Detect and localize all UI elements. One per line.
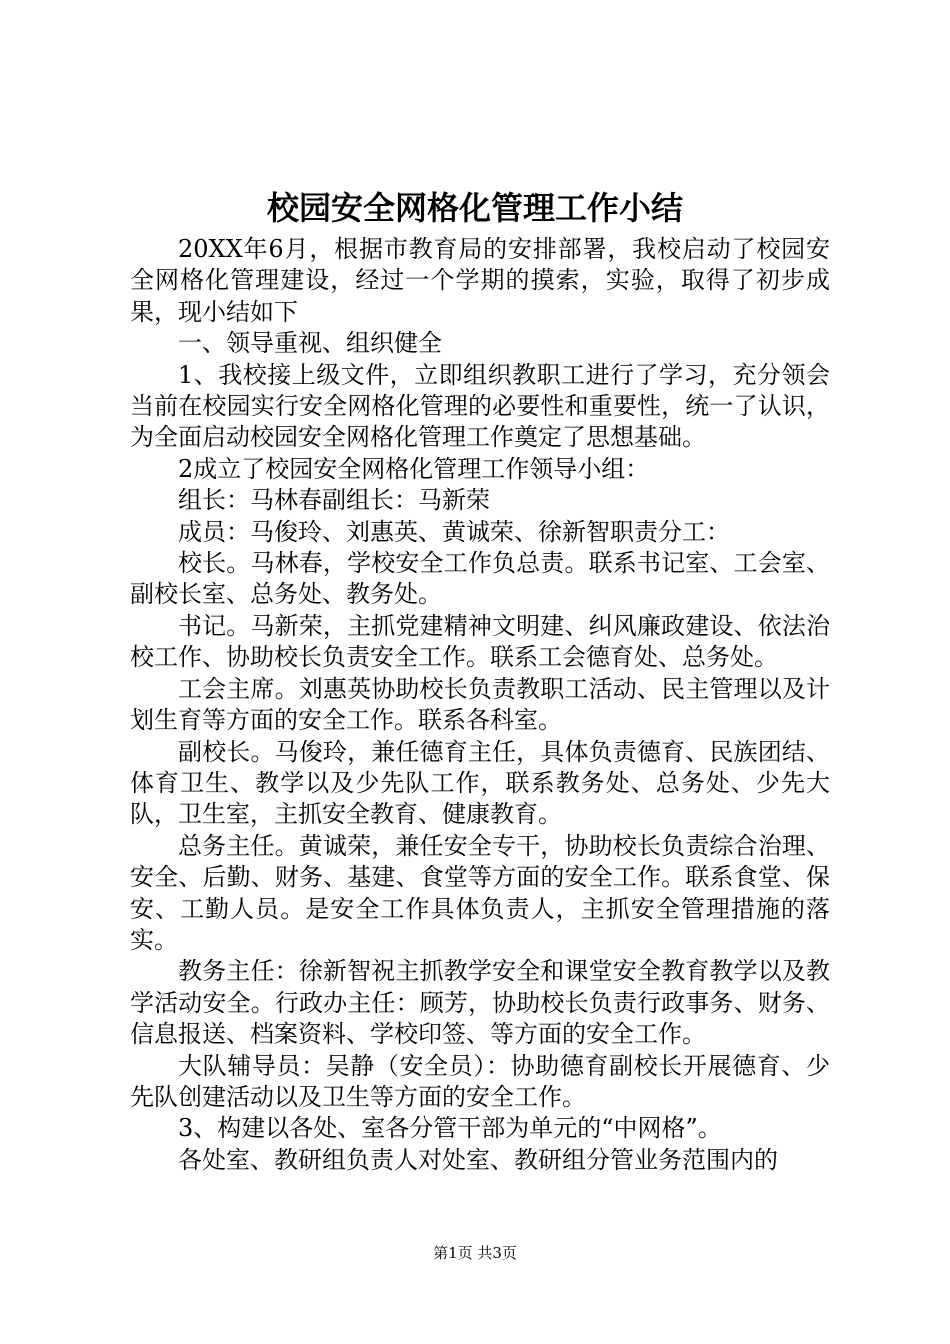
document-body (130, 234, 830, 1176)
paragraph: 各处室、教研组负责人对处室、教研组分管业务范围内的 (178, 1145, 778, 1174)
paragraph: 20XX年6月，根据市教育局的安排部署，我校启动了校园安全网格化管理建设，经过一个学期的摸索，实验，取得了初步成果，现小结如下 (130, 235, 830, 326)
paragraph: 教务主任：徐新智祝主抓教学安全和课堂安全教育教学以及教学活动安全。行政办主任：顾芳，协助校长负责行政事务、财务、信息报送、档案资料、学校印签、等方面的安全工作。 (130, 957, 830, 1049)
paragraph: 成员：马俊玲、刘惠英、黄诚荣、徐新智职责分工： (178, 517, 730, 546)
section-heading: 一、领导重视、组织健全 (178, 329, 442, 358)
paragraph: 2成立了校园安全网格化管理工作领导小组： (178, 454, 650, 483)
document-title: 校园安全网格化管理工作小结 (266, 189, 683, 227)
paragraph: 书记。马新荣，主抓党建精神文明建、纠风廉政建设、依法治校工作、协助校长负责安全工作。联系工会德育处、总务处。 (130, 611, 830, 672)
paragraph: 组长：马林春副组长：马新荣 (178, 486, 490, 515)
paragraph: 校长。马林春，学校安全工作负总责。联系书记室、工会室、副校长室、总务处、教务处。 (130, 549, 830, 609)
paragraph: 1、我校接上级文件，立即组织教职工进行了学习，充分领会当前在校园实行安全网格化管理的必要性和重要性，统一了认识，为全面启动校园安全网格化管理工作奠定了思想基础。 (130, 360, 830, 452)
page-number-footer: 第1页 共3页 (433, 1244, 517, 1262)
paragraph: 大队辅导员：吴静（安全员）：协助德育副校长开展德育、少先队创建活动以及卫生等方面的安全工作。 (130, 1051, 830, 1111)
paragraph: 工会主席。刘惠英协助校长负责教职工活动、民主管理以及计划生育等方面的安全工作。联系各科室。 (130, 674, 830, 735)
paragraph: 副校长。马俊玲，兼任德育主任，具体负责德育、民族团结、体育卫生、教学以及少先队工作，联系教务处、总务处、少先大队，卫生室，主抓安全教育、健康教育。 (130, 737, 830, 829)
paragraph: 总务主任。黄诚荣，兼任安全专干，协助校长负责综合治理、安全、后勤、财务、基建、食堂等方面的安全工作。联系食堂、保安、工勤人员。是安全工作具体负责人，主抓安全管理措施的落实。 (130, 831, 830, 954)
paragraph: 3、构建以各处、室各分管干部为单元的“中网格”。 (178, 1114, 722, 1143)
